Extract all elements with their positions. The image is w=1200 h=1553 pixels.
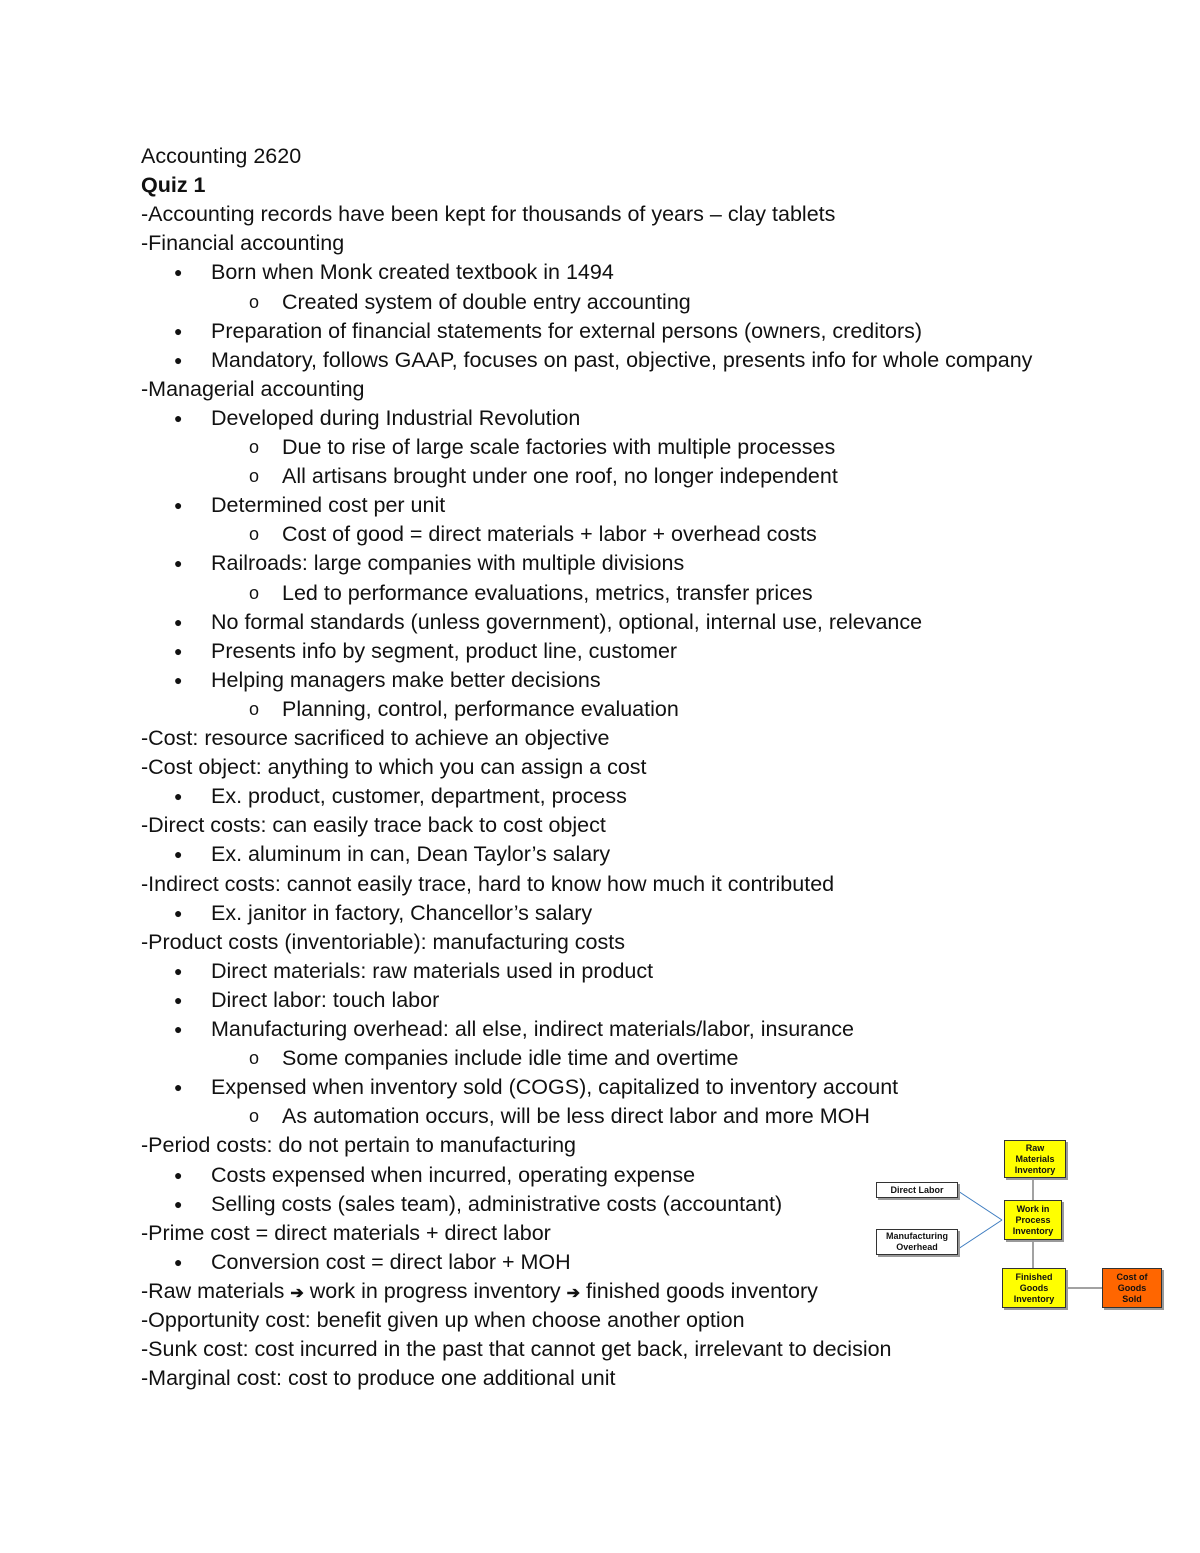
note-line: -Indirect costs: cannot easily trace, hard to know how much it contributed	[141, 871, 835, 896]
sub-bullet-marker: o	[249, 582, 260, 603]
bullet-item: Preparation of financial statements for external persons (owners, creditors)	[211, 318, 923, 343]
bullet-item: Presents info by segment, product line, customer	[211, 638, 678, 663]
bullet-item: Selling costs (sales team), administrative costs (accountant)	[211, 1191, 783, 1216]
bullet-item: Determined cost per unit	[211, 493, 446, 518]
sub-bullet-item: Cost of good = direct materials + labor + overhead costs	[282, 522, 817, 547]
note-line: -Product costs (inventoriable): manufacturing costs	[141, 929, 625, 954]
finished-goods-inventory-box: Finished Goods Inventory	[1002, 1268, 1066, 1308]
sub-bullet-marker: o	[249, 291, 260, 312]
bullet-marker: ●	[174, 788, 183, 805]
bullet-item: Manufacturing overhead: all else, indirect materials/labor, insurance	[211, 1017, 854, 1041]
bullet-marker: ●	[174, 991, 183, 1008]
bullet-item: Mandatory, follows GAAP, focuses on past, objective, presents info for whole company	[211, 347, 1033, 372]
bullet-marker: ●	[174, 351, 183, 368]
note-line: -Period costs: do not pertain to manufacturing	[141, 1133, 577, 1158]
sub-bullet-marker: o	[249, 698, 260, 719]
sub-bullet-item: Due to rise of large scale factories with multiple processes	[282, 435, 836, 459]
note-line: -Marginal cost: cost to produce one additional unit	[141, 1366, 616, 1391]
line-segment: -Raw materials	[141, 1278, 291, 1303]
note-line: -Cost: resource sacrificed to achieve an objective	[141, 726, 610, 750]
bullet-marker: ●	[174, 1079, 183, 1096]
arrow-icon: ➔	[566, 1284, 581, 1302]
note-line: -Sunk cost: cost incurred in the past that cannot get back, irrelevant to decision	[141, 1337, 892, 1362]
connector-labor-wip	[958, 1191, 1002, 1220]
sub-bullet-marker: o	[249, 1048, 260, 1069]
bullet-marker: ●	[174, 671, 183, 688]
bullet-item: Conversion cost = direct labor + MOH	[211, 1249, 571, 1274]
bullet-marker: ●	[174, 409, 183, 426]
connector-overhead-wip	[958, 1220, 1002, 1249]
sub-bullet-marker: o	[249, 1106, 260, 1127]
note-line: -Prime cost = direct materials + direct labor	[141, 1220, 551, 1245]
bullet-marker: ●	[174, 846, 183, 863]
bullet-marker: ●	[174, 555, 183, 572]
sub-bullet-marker: o	[249, 524, 260, 545]
bullet-item: Developed during Industrial Revolution	[211, 405, 581, 430]
manufacturing-overhead-box: Manufacturing Overhead	[876, 1229, 958, 1255]
bullet-marker: ●	[174, 1021, 183, 1037]
note-line: -Financial accounting	[141, 231, 345, 256]
note-line: Quiz 1	[141, 173, 206, 198]
sub-bullet-item: As automation occurs, will be less direct labor and more MOH	[282, 1104, 870, 1129]
bullet-item: Ex. aluminum in can, Dean Taylor’s salary	[211, 842, 611, 867]
raw-materials-inventory-box: Raw Materials Inventory	[1004, 1140, 1066, 1178]
bullet-item: Costs expensed when incurred, operating expense	[211, 1162, 696, 1187]
sub-bullet-marker: o	[249, 466, 260, 487]
bullet-marker: ●	[174, 322, 183, 339]
note-line: Accounting 2620	[141, 144, 302, 168]
bullet-item: Ex. product, customer, department, process	[211, 784, 627, 809]
line-segment: finished goods inventory	[580, 1278, 818, 1303]
bullet-item: Direct materials: raw materials used in product	[211, 958, 654, 983]
note-line: -Opportunity cost: benefit given up when choose another option	[141, 1308, 745, 1332]
note-line: -Direct costs: can easily trace back to cost object	[141, 813, 606, 838]
bullet-item: Expensed when inventory sold (COGS), capitalized to inventory account	[211, 1075, 899, 1100]
line-segment: work in progress inventory	[303, 1278, 567, 1303]
bullet-marker: ●	[174, 497, 183, 514]
bullet-item: Helping managers make better decisions	[211, 667, 601, 692]
bullet-marker: ●	[174, 264, 183, 281]
sub-bullet-marker: o	[249, 437, 260, 457]
sub-bullet-item: Planning, control, performance evaluation	[282, 696, 679, 721]
direct-labor-box: Direct Labor	[876, 1182, 958, 1198]
bullet-marker: ●	[174, 642, 183, 659]
sub-bullet-item: All artisans brought under one roof, no longer independent	[282, 464, 838, 489]
bullet-item: Ex. janitor in factory, Chancellor’s salary	[211, 900, 593, 925]
bullet-item: Born when Monk created textbook in 1494	[211, 260, 614, 285]
bullet-marker: ●	[174, 904, 183, 921]
cost-flow-diagram	[870, 1136, 1170, 1316]
note-line	[141, 1277, 818, 1306]
bullet-item: Railroads: large companies with multiple divisions	[211, 551, 685, 576]
note-line: -Managerial accounting	[141, 376, 365, 401]
bullet-item: Direct labor: touch labor	[211, 987, 440, 1012]
sub-bullet-item: Some companies include idle time and overtime	[282, 1046, 739, 1071]
note-line: -Accounting records have been kept for thousands of years – clay tablets	[141, 202, 836, 227]
bullet-item: No formal standards (unless government), optional, internal use, relevance	[211, 609, 923, 634]
cost-of-goods-sold-box: Cost of Goods Sold	[1102, 1268, 1162, 1308]
note-line: -Cost object: anything to which you can assign a cost	[141, 755, 647, 780]
work-in-process-inventory-box: Work in Process Inventory	[1004, 1200, 1062, 1240]
sub-bullet-item: Led to performance evaluations, metrics, transfer prices	[282, 580, 813, 605]
bullet-marker: ●	[174, 1253, 183, 1270]
bullet-marker: ●	[174, 1166, 183, 1183]
bullet-marker: ●	[174, 962, 183, 979]
bullet-marker: ●	[174, 613, 183, 630]
arrow-icon: ➔	[290, 1284, 304, 1302]
bullet-marker: ●	[174, 1195, 183, 1212]
sub-bullet-item: Created system of double entry accounting	[282, 289, 691, 314]
